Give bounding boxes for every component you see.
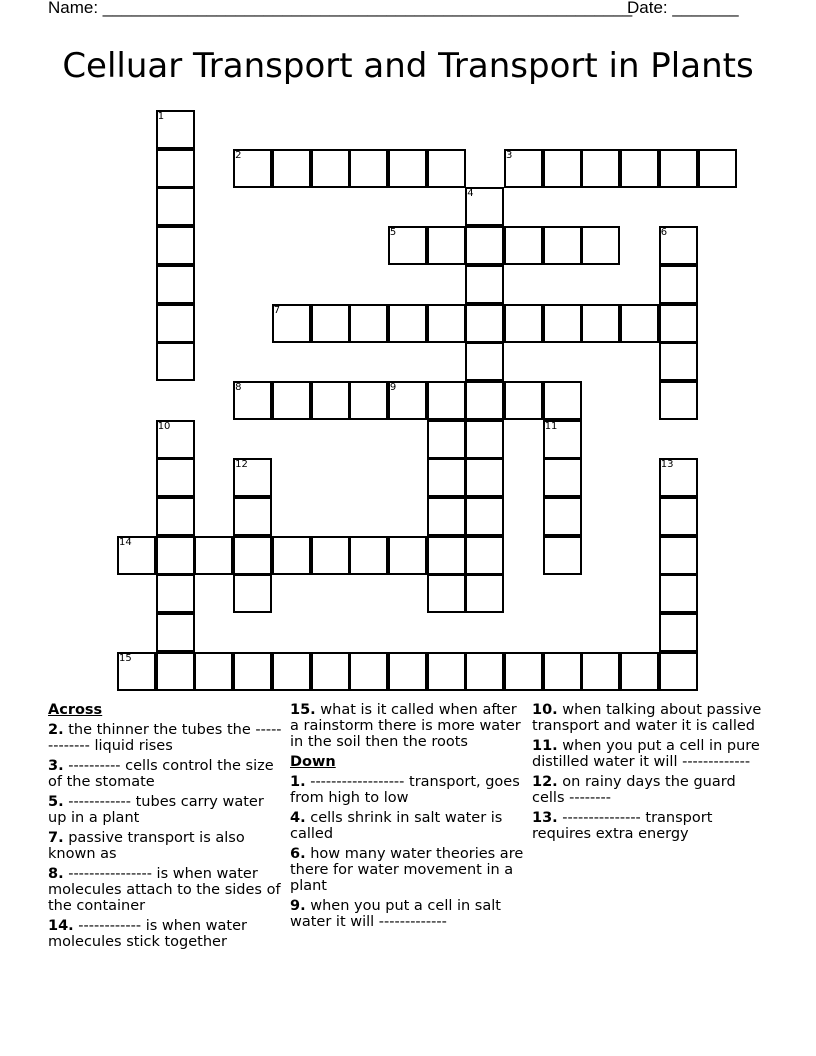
- crossword-cell[interactable]: [465, 381, 504, 420]
- page-title: Celluar Transport and Transport in Plants: [62, 46, 754, 86]
- crossword-cell[interactable]: [194, 652, 233, 691]
- crossword-cell[interactable]: [349, 536, 388, 575]
- crossword-cell[interactable]: [427, 458, 466, 497]
- crossword-cell[interactable]: [620, 304, 659, 343]
- clues-column-3: [532, 702, 772, 846]
- across-clue-2: 2. the thinner the tubes the ------------- liquid rises: [48, 722, 282, 754]
- across-clue-5: 5. ------------ tubes carry water up in a plant: [48, 794, 264, 826]
- crossword-cell[interactable]: [659, 613, 698, 652]
- clue-number: 11: [544, 420, 558, 432]
- down-clue-9: 9. when you put a cell in salt water it will -------------: [290, 898, 501, 930]
- crossword-cell[interactable]: [427, 536, 466, 575]
- crossword-cell[interactable]: [659, 265, 698, 304]
- crossword-cell[interactable]: [156, 265, 195, 304]
- crossword-cell[interactable]: [194, 536, 233, 575]
- crossword-cell[interactable]: [465, 652, 504, 691]
- crossword-cell[interactable]: [233, 536, 272, 575]
- crossword-cell[interactable]: [311, 149, 350, 188]
- crossword-cell[interactable]: [543, 652, 582, 691]
- crossword-cell[interactable]: [465, 342, 504, 381]
- clue-number: 4: [467, 188, 474, 200]
- crossword-cell[interactable]: [504, 381, 543, 420]
- crossword-cell[interactable]: [659, 381, 698, 420]
- crossword-cell[interactable]: [272, 149, 311, 188]
- crossword-cell[interactable]: [233, 497, 272, 536]
- crossword-cell[interactable]: [156, 226, 195, 265]
- crossword-cell[interactable]: [349, 652, 388, 691]
- crossword-cell[interactable]: [581, 652, 620, 691]
- crossword-cell[interactable]: [388, 149, 427, 188]
- across-clue-15: 15. what is it called when after a rainstorm there is more water in the soil then the roots: [290, 702, 521, 750]
- crossword-cell[interactable]: [504, 226, 543, 265]
- crossword-cell[interactable]: [388, 304, 427, 343]
- crossword-cell[interactable]: [272, 381, 311, 420]
- down-clue-13: 13. --------------- transport requires extra energy: [532, 810, 713, 842]
- crossword-cell[interactable]: [311, 304, 350, 343]
- crossword-cell[interactable]: [465, 574, 504, 613]
- crossword-cell[interactable]: [465, 536, 504, 575]
- crossword-cell[interactable]: [504, 304, 543, 343]
- crossword-cell[interactable]: [427, 652, 466, 691]
- crossword-cell[interactable]: [465, 497, 504, 536]
- crossword-cell[interactable]: [543, 149, 582, 188]
- clue-number: 6: [660, 227, 668, 239]
- down-clue-1: 1. ------------------ transport, goes from high to low: [290, 774, 520, 806]
- crossword-cell[interactable]: [543, 381, 582, 420]
- clue-number: 10: [157, 420, 171, 432]
- across-clue-3: 3. ---------- cells control the size of the stomate: [48, 758, 274, 790]
- crossword-cell[interactable]: [311, 536, 350, 575]
- crossword-cell[interactable]: [233, 652, 272, 691]
- crossword-cell[interactable]: [311, 381, 350, 420]
- crossword-cell[interactable]: [349, 381, 388, 420]
- crossword-cell[interactable]: [272, 652, 311, 691]
- across-clue-7: 7. passive transport is also known as: [48, 830, 245, 862]
- crossword-cell[interactable]: [427, 304, 466, 343]
- crossword-cell[interactable]: [504, 652, 543, 691]
- crossword-cell[interactable]: [427, 497, 466, 536]
- clue-number: 7: [273, 304, 281, 316]
- crossword-cell[interactable]: [427, 381, 466, 420]
- crossword-cell[interactable]: [465, 420, 504, 459]
- clue-number: 8: [235, 381, 242, 393]
- crossword-cell[interactable]: [581, 149, 620, 188]
- crossword-cell[interactable]: [659, 497, 698, 536]
- crossword-cell[interactable]: [427, 574, 466, 613]
- crossword-cell[interactable]: [659, 149, 698, 188]
- across-clue-14: 14. ------------ is when water molecules stick together: [48, 918, 247, 950]
- date-field[interactable]: Date: _______: [627, 0, 739, 17]
- down-clue-4: 4. cells shrink in salt water is called: [290, 810, 503, 842]
- across-heading: Across: [48, 702, 103, 718]
- name-field[interactable]: Name: ________________________________________________________: [48, 0, 633, 17]
- clue-number: 9: [389, 381, 397, 393]
- crossword-cell[interactable]: [311, 652, 350, 691]
- crossword-cell[interactable]: [156, 497, 195, 536]
- clue-number: 1: [157, 111, 165, 122]
- crossword-cell[interactable]: [427, 420, 466, 459]
- crossword-cell[interactable]: [543, 536, 582, 575]
- crossword-cell[interactable]: [427, 149, 466, 188]
- crossword-cell[interactable]: [543, 458, 582, 497]
- clues-column-1: [48, 702, 284, 954]
- crossword-cell[interactable]: [465, 265, 504, 304]
- crossword-cell[interactable]: [233, 574, 272, 613]
- down-clue-6: 6. how many water theories are there for water movement in a plant: [290, 846, 524, 894]
- crossword-cell[interactable]: [543, 304, 582, 343]
- crossword-cell[interactable]: [388, 536, 427, 575]
- crossword-cell[interactable]: [388, 652, 427, 691]
- clues-column-2: [290, 702, 528, 934]
- crossword-cell[interactable]: [659, 574, 698, 613]
- crossword-cell[interactable]: [272, 536, 311, 575]
- crossword-cell[interactable]: [156, 304, 195, 343]
- crossword-cell[interactable]: [349, 304, 388, 343]
- crossword-cell[interactable]: [427, 226, 466, 265]
- crossword-cell[interactable]: [156, 574, 195, 613]
- down-heading: Down: [290, 754, 336, 770]
- crossword-cell[interactable]: [581, 226, 620, 265]
- crossword-cell[interactable]: [659, 652, 698, 691]
- clue-number: 14: [119, 536, 132, 548]
- clue-number: 12: [235, 459, 248, 471]
- down-clue-11: 11. when you put a cell in pure distilled water it will -------------: [532, 738, 760, 770]
- crossword-cell[interactable]: [156, 149, 195, 188]
- crossword-cell[interactable]: [620, 652, 659, 691]
- crossword-cell[interactable]: [156, 613, 195, 652]
- crossword-cell[interactable]: [465, 458, 504, 497]
- crossword-cell[interactable]: [465, 226, 504, 265]
- crossword-cell[interactable]: [349, 149, 388, 188]
- across-clue-8: 8. ---------------- is when water molecules attach to the sides of the container: [48, 866, 281, 914]
- crossword-cell[interactable]: [659, 342, 698, 381]
- crossword-cell[interactable]: [543, 226, 582, 265]
- crossword-cell[interactable]: [156, 652, 195, 691]
- crossword-cell[interactable]: [156, 536, 195, 575]
- clue-number: 2: [235, 149, 242, 161]
- crossword-cell[interactable]: [620, 149, 659, 188]
- down-clue-10: 10. when talking about passive transport and water it is called: [532, 702, 762, 734]
- crossword-cell[interactable]: [543, 497, 582, 536]
- clue-number: 13: [660, 459, 674, 471]
- crossword-cell[interactable]: [156, 342, 195, 381]
- crossword-cell[interactable]: [156, 187, 195, 226]
- clue-number: 15: [119, 652, 132, 664]
- clue-number: 3: [506, 149, 513, 161]
- crossword-cell[interactable]: [465, 304, 504, 343]
- crossword-cell[interactable]: [581, 304, 620, 343]
- crossword-cell[interactable]: [156, 458, 195, 497]
- crossword-cell[interactable]: [659, 536, 698, 575]
- clue-number: 5: [389, 227, 397, 239]
- crossword-cell[interactable]: [659, 304, 698, 343]
- crossword-cell[interactable]: [698, 149, 737, 188]
- down-clue-12: 12. on rainy days the guard cells --------: [532, 774, 736, 806]
